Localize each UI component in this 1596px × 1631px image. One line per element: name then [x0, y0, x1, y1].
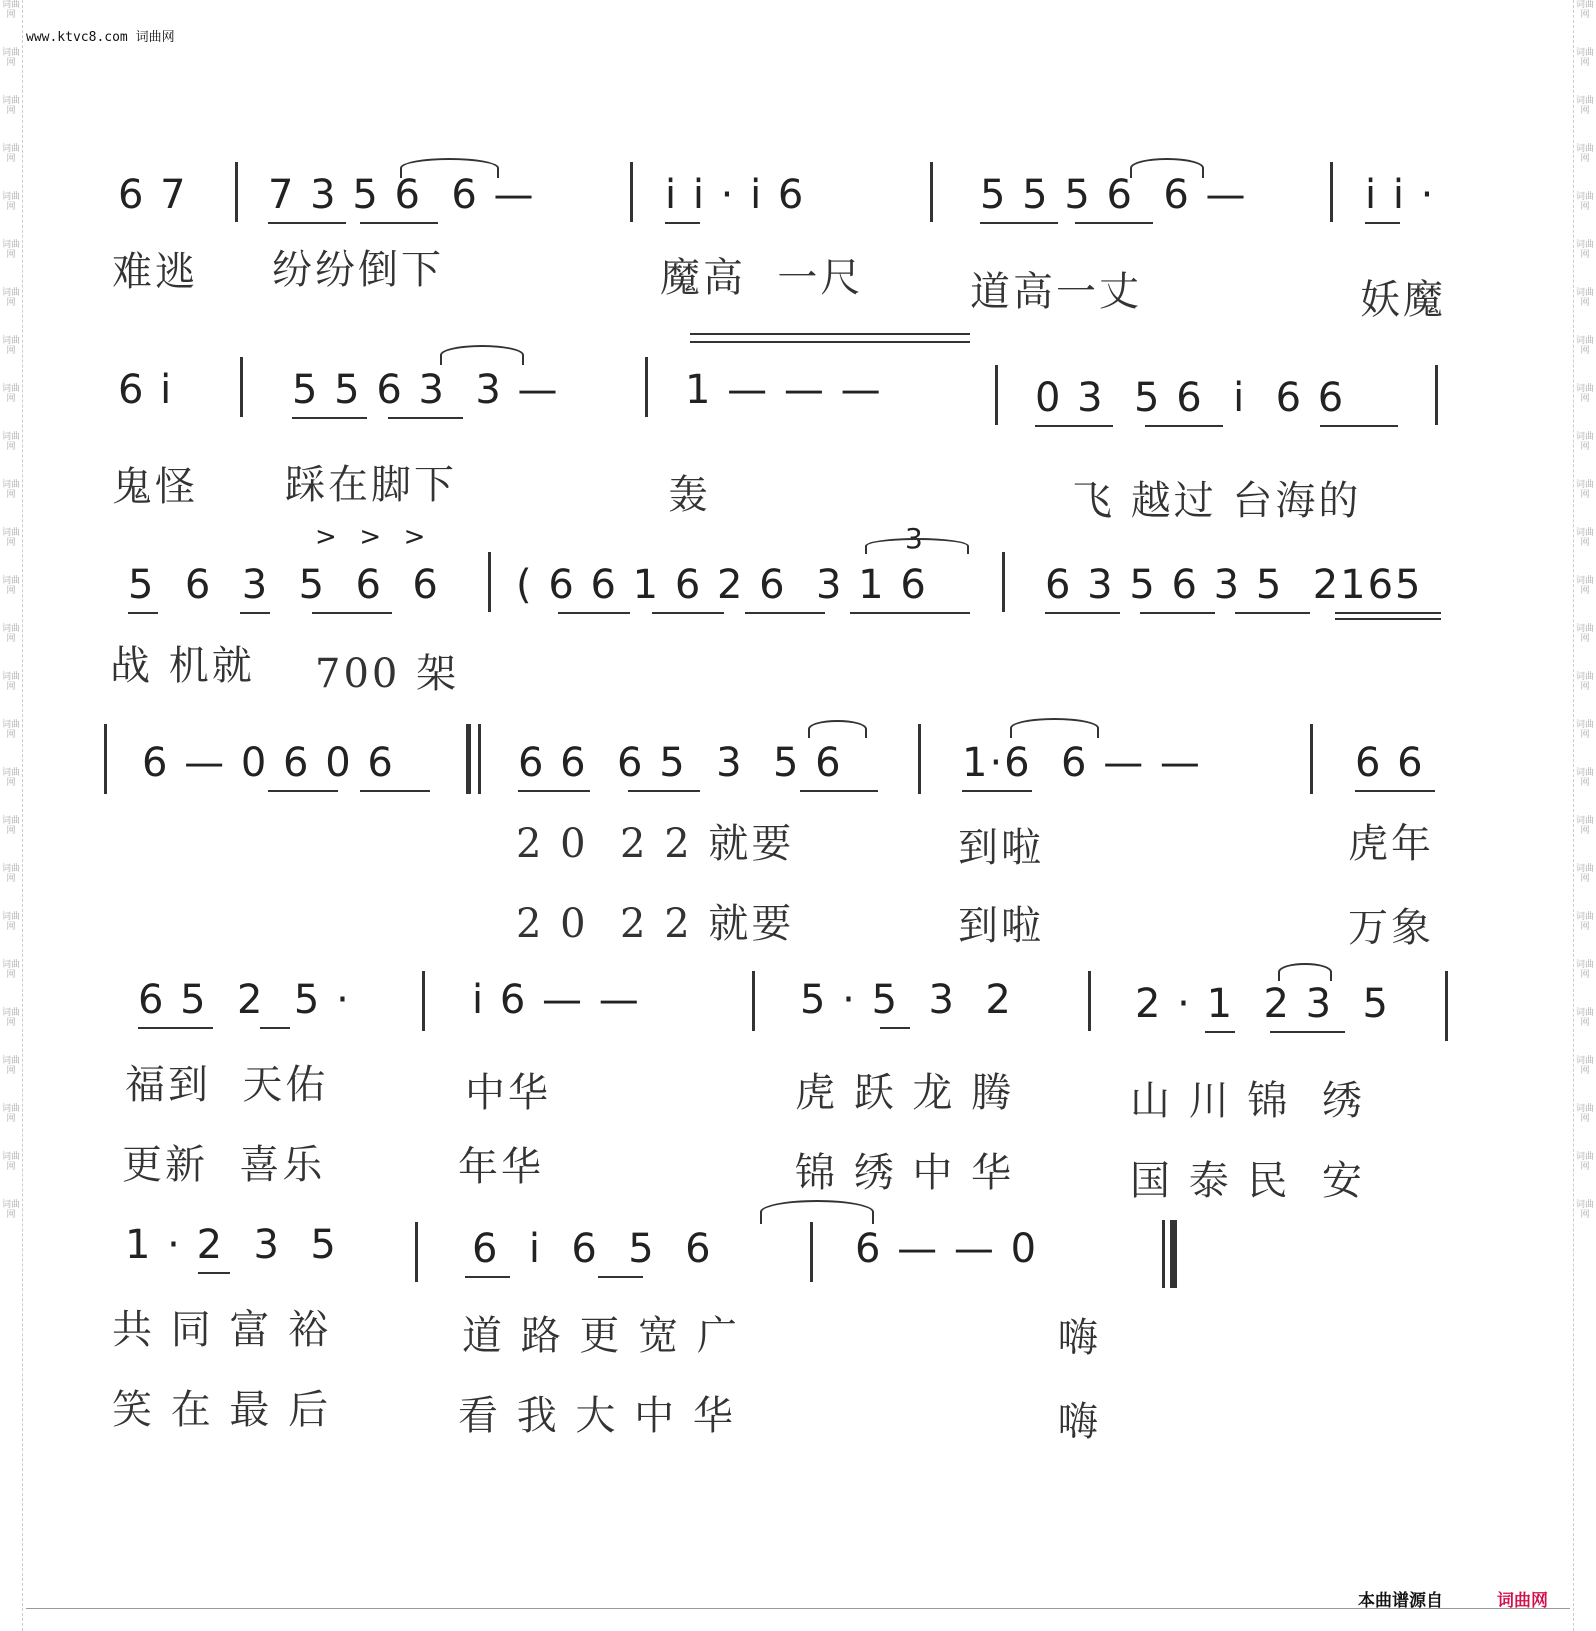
- edge-text: 词曲网: [1, 672, 20, 692]
- tie-arc: [400, 158, 499, 178]
- notes-measure: 6 6: [1355, 740, 1425, 786]
- beam-underline: [292, 417, 367, 419]
- notes-measure: 6 6 6 5 3 5 6: [518, 740, 843, 786]
- bar-line: [1002, 552, 1005, 612]
- beam-underline: [652, 612, 724, 614]
- repeat-end-bar: [1170, 1220, 1177, 1288]
- lyric-verse-2: 更新 喜乐: [122, 1142, 326, 1188]
- bar-line: [415, 1222, 418, 1282]
- bar-line: [630, 162, 633, 222]
- notes-measure: ( 6 6 1 6 2 6 3 1 6: [516, 562, 928, 608]
- footer-site-link[interactable]: 词曲网: [1497, 1591, 1548, 1611]
- notes-measure: 6 3 5 6 3 5 2165: [1045, 562, 1423, 608]
- edge-text: 词曲网: [1575, 432, 1594, 452]
- beam-underline: [880, 1027, 910, 1029]
- edge-text: 词曲网: [1575, 336, 1594, 356]
- beam-underline: [598, 1276, 643, 1278]
- edge-text: 词曲网: [1, 192, 20, 212]
- tie-arc: [1278, 963, 1332, 981]
- edge-text: 词曲网: [1, 0, 20, 20]
- notes-measure: 1 — — —: [685, 367, 883, 413]
- bar-line: [422, 971, 425, 1031]
- lyric-text: 700 架: [315, 651, 460, 697]
- edge-text: 词曲网: [1, 1152, 20, 1172]
- beam-underline: [128, 612, 158, 614]
- edge-text: 词曲网: [1, 1200, 20, 1220]
- edge-text: 词曲网: [1, 144, 20, 164]
- edge-text: 词曲网: [1575, 768, 1594, 788]
- edge-text: 词曲网: [1575, 576, 1594, 596]
- lyric-verse-2: 年华: [458, 1144, 544, 1190]
- notes-measure: 6 — — 0: [855, 1226, 1039, 1272]
- repeat-end-bar: [1162, 1220, 1165, 1288]
- notes-measure: 1·6 6 — —: [962, 740, 1202, 786]
- notes-measure: 6 — 0 6 0 6: [142, 740, 395, 786]
- lyric-text: 魔高 一尺: [660, 255, 864, 301]
- lyric-text: 鬼怪: [112, 464, 198, 510]
- footer-source-label: 本曲谱源自: [1358, 1591, 1443, 1611]
- edge-text: 词曲网: [1, 1104, 20, 1124]
- lyric-text: 妖魔: [1360, 277, 1446, 323]
- bar-line: [918, 724, 921, 794]
- beam-underline: [628, 790, 700, 792]
- edge-text: 词曲网: [1575, 1152, 1594, 1172]
- edge-text: 词曲网: [1575, 720, 1594, 740]
- edge-text: 词曲网: [1, 1008, 20, 1028]
- beam-underline: [360, 222, 438, 224]
- beam-underline: [268, 222, 346, 224]
- edge-text: 词曲网: [1, 912, 20, 932]
- edge-text: 词曲网: [1575, 240, 1594, 260]
- edge-text: 词曲网: [1575, 672, 1594, 692]
- tie-arc: [1130, 158, 1204, 178]
- notes-measure: 0 3 5 6 i 6 6: [1035, 375, 1346, 421]
- lyric-verse-2: 看 我 大 中 华: [458, 1393, 736, 1439]
- bar-line: [930, 162, 933, 222]
- site-watermark: www.ktvc8.com 词曲网: [26, 30, 175, 45]
- beam-underline: [1205, 1031, 1235, 1033]
- edge-text: 词曲网: [1575, 1056, 1594, 1076]
- edge-text: 词曲网: [1575, 912, 1594, 932]
- edge-text: 词曲网: [1575, 288, 1594, 308]
- beam-underline: [850, 612, 970, 614]
- notes-measure: 2 · 1 2 3 5: [1135, 981, 1390, 1027]
- beam-underline: [1075, 222, 1153, 224]
- edge-text: 词曲网: [1, 960, 20, 980]
- beam-underline: [1335, 612, 1441, 614]
- lyric-verse-1: 山 川 锦 绣: [1130, 1078, 1365, 1124]
- notes-measure: i i · i 6: [665, 172, 806, 218]
- beam-underline: [1270, 1031, 1345, 1033]
- beam-underline: [558, 612, 630, 614]
- beam-underline: [138, 1027, 213, 1029]
- lyric-verse-2: 笑 在 最 后: [112, 1387, 332, 1433]
- lyric-text: 轰: [668, 472, 711, 518]
- beam-underline: [1355, 790, 1435, 792]
- triplet-bracket: [865, 538, 969, 554]
- edge-text: 词曲网: [1, 816, 20, 836]
- edge-text: 词曲网: [1575, 960, 1594, 980]
- notes-measure: 5 5 5 6 6 —: [980, 172, 1248, 218]
- beam-underline: [1045, 612, 1120, 614]
- repeat-start-bar: [478, 724, 481, 794]
- lyric-verse-2: 到啦: [958, 903, 1044, 949]
- edge-text: 词曲网: [1575, 624, 1594, 644]
- edge-text: 词曲网: [1575, 1104, 1594, 1124]
- lyric-text: 踩在脚下: [285, 462, 457, 508]
- notes-measure: i 6 — —: [472, 977, 641, 1023]
- edge-text: 词曲网: [1, 864, 20, 884]
- edge-text: 词曲网: [1575, 0, 1594, 20]
- beam-underline: [1140, 612, 1215, 614]
- beam-underline: [1320, 425, 1398, 427]
- beam-underline: [665, 222, 700, 224]
- lyric-text: 纷纷倒下: [272, 247, 444, 293]
- edge-text: 词曲网: [1575, 1008, 1594, 1028]
- footer-divider: [26, 1608, 1570, 1609]
- lyric-verse-1: 虎 跃 龙 腾: [795, 1070, 1015, 1116]
- lyric-verse-2: 国 泰 民 安: [1130, 1158, 1365, 1204]
- bar-line: [104, 724, 107, 794]
- repeat-start-bar: [466, 724, 471, 794]
- bar-line: [1310, 724, 1313, 794]
- notes-measure: 6 7: [118, 172, 188, 218]
- beam-underline: [690, 333, 970, 335]
- edge-text: 词曲网: [1575, 96, 1594, 116]
- bar-line: [1445, 971, 1448, 1041]
- tie-arc: [760, 1200, 874, 1224]
- edge-text: 词曲网: [1575, 144, 1594, 164]
- notes-measure: 6 i: [118, 367, 174, 413]
- lyric-verse-1: 嗨: [1058, 1315, 1101, 1361]
- edge-text: 词曲网: [1, 768, 20, 788]
- notes-measure: 5 5 6 3 3 —: [292, 367, 560, 413]
- bar-line: [995, 365, 998, 425]
- beam-underline: [1145, 425, 1223, 427]
- beam-underline: [198, 1272, 230, 1274]
- lyric-verse-2: 嗨: [1058, 1399, 1101, 1445]
- beam-underline: [1035, 425, 1113, 427]
- edge-text: 词曲网: [1, 288, 20, 308]
- beam-underline: [360, 790, 430, 792]
- notes-measure: 5 6 3 5 6 6: [128, 562, 440, 608]
- beam-underline: [962, 790, 1032, 792]
- edge-text: 词曲网: [1575, 1200, 1594, 1220]
- lyric-verse-1: 共 同 富 裕: [112, 1307, 332, 1353]
- lyric-verse-1: 中华: [465, 1070, 551, 1116]
- notes-measure: 5 · 5 3 2: [800, 977, 1013, 1023]
- edge-text: 词曲网: [1575, 384, 1594, 404]
- beam-underline: [800, 790, 878, 792]
- lyric-text: 难逃: [112, 249, 198, 295]
- beam-underline: [312, 612, 392, 614]
- triplet-number: 3: [905, 522, 925, 555]
- footer-credit: [1358, 1586, 1548, 1611]
- edge-text: 词曲网: [1, 384, 20, 404]
- bar-line: [645, 357, 648, 417]
- lyric-verse-2: 锦 绣 中 华: [795, 1150, 1015, 1196]
- bar-line: [752, 971, 755, 1031]
- accent-marks: > > >: [315, 522, 428, 552]
- edge-text: 词曲网: [1, 96, 20, 116]
- beam-underline: [268, 790, 338, 792]
- notes-measure: 1 · 2 3 5: [125, 1222, 338, 1268]
- beam-underline: [745, 612, 825, 614]
- bar-line: [488, 552, 491, 612]
- beam-underline: [1365, 222, 1400, 224]
- edge-text: 词曲网: [1, 48, 20, 68]
- lyric-verse-1: 虎年: [1348, 821, 1434, 867]
- edge-text: 词曲网: [1, 240, 20, 260]
- lyric-verse-2: 2 0 2 2 就要: [516, 901, 795, 947]
- lyric-text: 飞 越过 台海的: [1072, 478, 1362, 524]
- bar-line: [1435, 365, 1438, 425]
- edge-text: 词曲网: [1575, 48, 1594, 68]
- edge-text: 词曲网: [1, 432, 20, 452]
- bar-line: [240, 357, 243, 417]
- edge-text: 词曲网: [1575, 192, 1594, 212]
- edge-text: 词曲网: [1, 480, 20, 500]
- lyric-verse-1: 道 路 更 宽 广: [462, 1313, 740, 1359]
- edge-text: 词曲网: [1, 1056, 20, 1076]
- notes-measure: 6 5 2 5 ·: [138, 977, 351, 1023]
- beam-underline: [980, 222, 1058, 224]
- edge-text: 词曲网: [1, 576, 20, 596]
- lyric-text: 战 机就: [110, 643, 255, 689]
- edge-text: 词曲网: [1, 336, 20, 356]
- beam-underline: [690, 341, 970, 343]
- bar-line: [235, 162, 238, 222]
- notes-measure: i i ·: [1365, 172, 1436, 218]
- bar-line: [810, 1222, 813, 1282]
- edge-text: 词曲网: [1, 624, 20, 644]
- beam-underline: [465, 1276, 510, 1278]
- lyric-verse-1: 2 0 2 2 就要: [516, 821, 795, 867]
- lyric-verse-2: 万象: [1348, 905, 1434, 951]
- edge-text: 词曲网: [1575, 864, 1594, 884]
- beam-underline: [260, 1027, 290, 1029]
- tie-arc: [808, 720, 867, 738]
- edge-text: 词曲网: [1575, 816, 1594, 836]
- notes-measure: 7 3 5 6 6 —: [268, 172, 536, 218]
- edge-text: 词曲网: [1, 528, 20, 548]
- edge-text: 词曲网: [1575, 480, 1594, 500]
- notes-measure: 6 i 6 5 6: [472, 1226, 713, 1272]
- bar-line: [1330, 162, 1333, 222]
- edge-text: 词曲网: [1575, 528, 1594, 548]
- bar-line: [1088, 971, 1091, 1031]
- lyric-verse-1: 福到 天佑: [125, 1062, 329, 1108]
- lyric-text: 道高一丈: [970, 269, 1142, 315]
- beam-underline: [518, 790, 590, 792]
- beam-underline: [388, 417, 463, 419]
- lyric-verse-1: 到啦: [958, 825, 1044, 871]
- edge-text: 词曲网: [1, 720, 20, 740]
- tie-arc: [440, 345, 524, 365]
- beam-underline: [240, 612, 270, 614]
- tie-arc: [1010, 718, 1099, 738]
- beam-underline: [1335, 618, 1441, 620]
- beam-underline: [1235, 612, 1310, 614]
